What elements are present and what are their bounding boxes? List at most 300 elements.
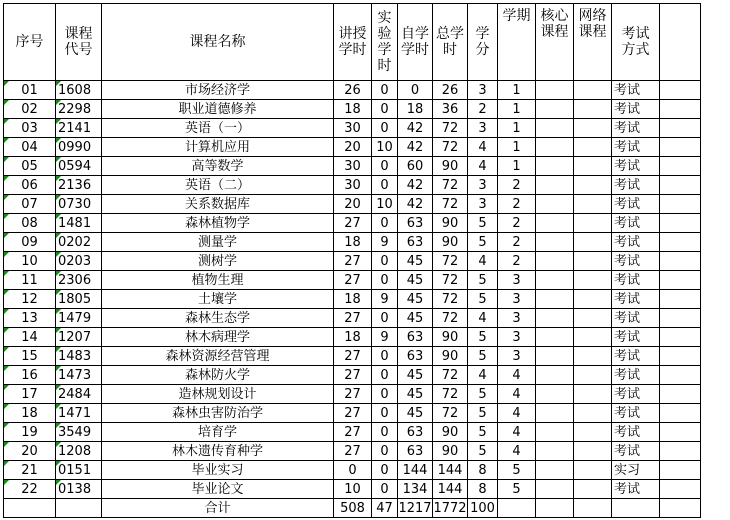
- row-term: 2: [498, 214, 536, 233]
- row-course-name: 测量学: [102, 233, 334, 252]
- row-lab: 0: [372, 100, 398, 119]
- row-online: [574, 252, 612, 271]
- row-credit: 5: [468, 233, 498, 252]
- row-seq: 04: [4, 138, 56, 157]
- row-seq: 07: [4, 195, 56, 214]
- row-exam: 考试: [612, 176, 660, 195]
- table-row: [4, 442, 701, 461]
- row-course-name: 计算机应用: [102, 138, 334, 157]
- row-online: [574, 404, 612, 423]
- row-course-name: 林木病理学: [102, 328, 334, 347]
- row-code: 0202: [56, 233, 102, 252]
- row-term: 2: [498, 176, 536, 195]
- table-row: [4, 461, 701, 480]
- row-seq: 21: [4, 461, 56, 480]
- row-lab: 0: [372, 423, 398, 442]
- row-core: [536, 366, 574, 385]
- row-term: 3: [498, 347, 536, 366]
- summary-blank-g: [660, 499, 701, 518]
- summary-lecture: 508: [334, 499, 372, 518]
- table-row: [4, 214, 701, 233]
- row-term: 3: [498, 328, 536, 347]
- row-exam: 考试: [612, 385, 660, 404]
- row-exam: 考试: [612, 138, 660, 157]
- table-row: [4, 119, 701, 138]
- row-lecture: 20: [334, 195, 372, 214]
- row-blank: [660, 366, 701, 385]
- row-code: 0151: [56, 461, 102, 480]
- row-total: 90: [433, 233, 468, 252]
- row-seq: 03: [4, 119, 56, 138]
- row-core: [536, 176, 574, 195]
- row-core: [536, 385, 574, 404]
- row-core: [536, 309, 574, 328]
- table-row: [4, 100, 701, 119]
- row-exam: 实习: [612, 461, 660, 480]
- row-core: [536, 461, 574, 480]
- row-lecture: 27: [334, 423, 372, 442]
- row-seq: 22: [4, 480, 56, 499]
- row-credit: 5: [468, 328, 498, 347]
- row-exam: 考试: [612, 195, 660, 214]
- row-code: 3549: [56, 423, 102, 442]
- row-credit: 3: [468, 176, 498, 195]
- row-core: [536, 271, 574, 290]
- row-exam: 考试: [612, 442, 660, 461]
- row-seq: 16: [4, 366, 56, 385]
- row-lecture: 20: [334, 138, 372, 157]
- row-core: [536, 233, 574, 252]
- row-term: 4: [498, 366, 536, 385]
- row-online: [574, 233, 612, 252]
- row-core: [536, 252, 574, 271]
- row-blank: [660, 290, 701, 309]
- row-credit: 4: [468, 366, 498, 385]
- row-code: 1479: [56, 309, 102, 328]
- row-lab: 0: [372, 271, 398, 290]
- row-core: [536, 81, 574, 100]
- row-self: 63: [398, 214, 433, 233]
- row-blank: [660, 252, 701, 271]
- row-lecture: 27: [334, 366, 372, 385]
- table-row: [4, 385, 701, 404]
- row-lab: 9: [372, 233, 398, 252]
- row-total: 26: [433, 81, 468, 100]
- row-code: 1471: [56, 404, 102, 423]
- row-code: 2306: [56, 271, 102, 290]
- header-seq: 序号: [4, 4, 56, 81]
- row-exam: 考试: [612, 366, 660, 385]
- row-code: 0990: [56, 138, 102, 157]
- row-self: 45: [398, 271, 433, 290]
- row-online: [574, 119, 612, 138]
- row-credit: 5: [468, 442, 498, 461]
- summary-row: [4, 499, 701, 518]
- row-seq: 15: [4, 347, 56, 366]
- row-term: 1: [498, 100, 536, 119]
- row-self: 42: [398, 138, 433, 157]
- summary-blank-d: [536, 499, 574, 518]
- table-row: [4, 366, 701, 385]
- row-self: 144: [398, 461, 433, 480]
- row-blank: [660, 442, 701, 461]
- row-lecture: 27: [334, 252, 372, 271]
- row-blank: [660, 233, 701, 252]
- row-course-name: 造林规划设计: [102, 385, 334, 404]
- row-code: 1481: [56, 214, 102, 233]
- row-core: [536, 195, 574, 214]
- row-seq: 01: [4, 81, 56, 100]
- row-code: 1483: [56, 347, 102, 366]
- row-term: 3: [498, 290, 536, 309]
- row-lab: 0: [372, 214, 398, 233]
- table-row: [4, 157, 701, 176]
- row-exam: 考试: [612, 271, 660, 290]
- row-core: [536, 290, 574, 309]
- summary-self: 1217: [398, 500, 432, 516]
- summary-blank-a: [4, 499, 56, 518]
- row-lab: 0: [372, 404, 398, 423]
- row-online: [574, 347, 612, 366]
- row-online: [574, 328, 612, 347]
- row-lecture: 30: [334, 119, 372, 138]
- row-online: [574, 366, 612, 385]
- row-term: 2: [498, 252, 536, 271]
- row-lab: 0: [372, 385, 398, 404]
- row-code: 0138: [56, 480, 102, 499]
- row-total: 144: [433, 480, 468, 499]
- row-exam: 考试: [612, 328, 660, 347]
- row-core: [536, 442, 574, 461]
- row-online: [574, 100, 612, 119]
- table-row: [4, 81, 701, 100]
- row-course-name: 英语（二）: [102, 176, 334, 195]
- row-term: 2: [498, 195, 536, 214]
- row-lab: 0: [372, 81, 398, 100]
- row-self: 63: [398, 423, 433, 442]
- table-row: [4, 480, 701, 499]
- row-lab: 0: [372, 252, 398, 271]
- summary-label: 合计: [102, 499, 334, 518]
- row-lecture: 30: [334, 157, 372, 176]
- row-credit: 4: [468, 138, 498, 157]
- row-lecture: 18: [334, 290, 372, 309]
- row-code: 2484: [56, 385, 102, 404]
- row-lab: 0: [372, 442, 398, 461]
- row-core: [536, 328, 574, 347]
- row-course-name: 植物生理: [102, 271, 334, 290]
- row-core: [536, 138, 574, 157]
- row-self: 63: [398, 442, 433, 461]
- row-lab: 0: [372, 157, 398, 176]
- table-row: [4, 328, 701, 347]
- row-lecture: 18: [334, 233, 372, 252]
- row-core: [536, 214, 574, 233]
- row-exam: 考试: [612, 423, 660, 442]
- row-code: 0594: [56, 157, 102, 176]
- summary-blank-b: [56, 499, 102, 518]
- header-term: 学期: [498, 4, 536, 81]
- row-blank: [660, 461, 701, 480]
- row-lab: 0: [372, 347, 398, 366]
- row-online: [574, 138, 612, 157]
- row-total: 72: [433, 195, 468, 214]
- table-row: [4, 309, 701, 328]
- row-lecture: 26: [334, 81, 372, 100]
- header-lecture: 讲授学时: [334, 4, 372, 81]
- row-blank: [660, 347, 701, 366]
- row-self: 45: [398, 366, 433, 385]
- row-exam: 考试: [612, 119, 660, 138]
- row-exam: 考试: [612, 480, 660, 499]
- row-seq: 11: [4, 271, 56, 290]
- row-term: 4: [498, 442, 536, 461]
- row-exam: 考试: [612, 404, 660, 423]
- row-self: 63: [398, 233, 433, 252]
- row-online: [574, 214, 612, 233]
- row-online: [574, 385, 612, 404]
- row-lab: 0: [372, 309, 398, 328]
- row-exam: 考试: [612, 214, 660, 233]
- row-total: 72: [433, 404, 468, 423]
- row-lecture: 27: [334, 347, 372, 366]
- row-total: 72: [433, 385, 468, 404]
- row-seq: 02: [4, 100, 56, 119]
- row-self: 18: [398, 100, 433, 119]
- row-lab: 9: [372, 290, 398, 309]
- row-online: [574, 176, 612, 195]
- header-code: 课程代号: [56, 4, 102, 81]
- row-self: 60: [398, 157, 433, 176]
- row-credit: 8: [468, 480, 498, 499]
- row-lab: 0: [372, 176, 398, 195]
- row-self: 63: [398, 347, 433, 366]
- row-exam: 考试: [612, 157, 660, 176]
- row-code: 1208: [56, 442, 102, 461]
- row-term: 4: [498, 385, 536, 404]
- header-lab: 实验学时: [372, 4, 398, 81]
- row-term: 1: [498, 157, 536, 176]
- row-total: 90: [433, 347, 468, 366]
- row-total: 72: [433, 366, 468, 385]
- row-blank: [660, 328, 701, 347]
- row-total: 144: [433, 461, 468, 480]
- row-online: [574, 423, 612, 442]
- row-exam: 考试: [612, 347, 660, 366]
- row-total: 90: [433, 328, 468, 347]
- row-blank: [660, 195, 701, 214]
- row-total: 72: [433, 271, 468, 290]
- row-exam: 考试: [612, 309, 660, 328]
- row-lecture: 18: [334, 100, 372, 119]
- row-lecture: 27: [334, 442, 372, 461]
- row-seq: 13: [4, 309, 56, 328]
- row-lecture: 27: [334, 404, 372, 423]
- table-row: [4, 195, 701, 214]
- row-self: 45: [398, 404, 433, 423]
- row-blank: [660, 138, 701, 157]
- row-course-name: 英语（一）: [102, 119, 334, 138]
- row-lecture: 27: [334, 271, 372, 290]
- row-exam: 考试: [612, 81, 660, 100]
- row-online: [574, 480, 612, 499]
- header-online: 网络课程: [574, 4, 612, 81]
- table-row: [4, 138, 701, 157]
- row-seq: 06: [4, 176, 56, 195]
- row-course-name: 森林生态学: [102, 309, 334, 328]
- row-total: 72: [433, 290, 468, 309]
- row-lecture: 27: [334, 214, 372, 233]
- row-online: [574, 290, 612, 309]
- summary-blank-f: [612, 499, 660, 518]
- row-lecture: 27: [334, 309, 372, 328]
- row-blank: [660, 81, 701, 100]
- row-blank: [660, 214, 701, 233]
- row-course-name: 职业道德修养: [102, 100, 334, 119]
- row-seq: 14: [4, 328, 56, 347]
- row-credit: 5: [468, 271, 498, 290]
- row-self: 42: [398, 195, 433, 214]
- summary-blank-e: [574, 499, 612, 518]
- row-seq: 19: [4, 423, 56, 442]
- row-code: 2298: [56, 100, 102, 119]
- header-self: 自学学时: [398, 4, 433, 81]
- row-credit: 4: [468, 252, 498, 271]
- row-credit: 3: [468, 119, 498, 138]
- row-course-name: 土壤学: [102, 290, 334, 309]
- row-term: 4: [498, 423, 536, 442]
- row-lab: 10: [372, 195, 398, 214]
- row-seq: 05: [4, 157, 56, 176]
- table-row: [4, 252, 701, 271]
- row-online: [574, 81, 612, 100]
- row-core: [536, 157, 574, 176]
- row-code: 1805: [56, 290, 102, 309]
- table-row: [4, 271, 701, 290]
- row-core: [536, 119, 574, 138]
- row-self: 42: [398, 119, 433, 138]
- row-seq: 17: [4, 385, 56, 404]
- row-credit: 5: [468, 290, 498, 309]
- row-term: 1: [498, 138, 536, 157]
- row-course-name: 林木遗传育种学: [102, 442, 334, 461]
- row-blank: [660, 480, 701, 499]
- row-exam: 考试: [612, 100, 660, 119]
- row-core: [536, 347, 574, 366]
- table-row: [4, 233, 701, 252]
- row-credit: 5: [468, 385, 498, 404]
- header-name: 课程名称: [102, 4, 334, 81]
- row-term: 5: [498, 461, 536, 480]
- row-credit: 8: [468, 461, 498, 480]
- row-course-name: 森林植物学: [102, 214, 334, 233]
- row-lab: 10: [372, 138, 398, 157]
- header-blank: [660, 4, 701, 81]
- row-blank: [660, 119, 701, 138]
- row-lecture: 27: [334, 385, 372, 404]
- row-lab: 0: [372, 461, 398, 480]
- row-total: 90: [433, 442, 468, 461]
- header-credit: 学分: [468, 4, 498, 81]
- row-code: 1473: [56, 366, 102, 385]
- row-credit: 5: [468, 404, 498, 423]
- row-term: 5: [498, 480, 536, 499]
- row-credit: 5: [468, 423, 498, 442]
- row-course-name: 培育学: [102, 423, 334, 442]
- row-total: 72: [433, 176, 468, 195]
- row-seq: 12: [4, 290, 56, 309]
- table-row: [4, 290, 701, 309]
- row-course-name: 高等数学: [102, 157, 334, 176]
- row-self: 45: [398, 385, 433, 404]
- row-exam: 考试: [612, 290, 660, 309]
- row-online: [574, 271, 612, 290]
- row-core: [536, 423, 574, 442]
- row-course-name: 毕业论文: [102, 480, 334, 499]
- row-seq: 20: [4, 442, 56, 461]
- row-exam: 考试: [612, 252, 660, 271]
- row-credit: 4: [468, 309, 498, 328]
- row-self: 45: [398, 252, 433, 271]
- row-course-name: 测树学: [102, 252, 334, 271]
- table-row: [4, 176, 701, 195]
- course-table-sheet: [3, 3, 701, 518]
- row-credit: 3: [468, 195, 498, 214]
- row-code: 2141: [56, 119, 102, 138]
- row-core: [536, 100, 574, 119]
- row-blank: [660, 404, 701, 423]
- row-seq: 08: [4, 214, 56, 233]
- row-self: 63: [398, 328, 433, 347]
- row-self: 45: [398, 309, 433, 328]
- row-core: [536, 404, 574, 423]
- row-self: 45: [398, 290, 433, 309]
- row-total: 90: [433, 214, 468, 233]
- row-credit: 5: [468, 214, 498, 233]
- row-code: 0730: [56, 195, 102, 214]
- row-code: 0203: [56, 252, 102, 271]
- row-total: 72: [433, 138, 468, 157]
- row-code: 2136: [56, 176, 102, 195]
- row-course-name: 关系数据库: [102, 195, 334, 214]
- row-blank: [660, 271, 701, 290]
- summary-lab: 47: [372, 499, 398, 518]
- row-credit: 3: [468, 81, 498, 100]
- row-code: 1608: [56, 81, 102, 100]
- summary-credit: 100: [468, 499, 498, 518]
- row-self: 134: [398, 480, 433, 499]
- row-course-name: 森林资源经营管理: [102, 347, 334, 366]
- row-lecture: 0: [334, 461, 372, 480]
- row-credit: 4: [468, 157, 498, 176]
- summary-blank-c: [498, 499, 536, 518]
- row-total: 90: [433, 423, 468, 442]
- summary-total: 1772: [433, 500, 467, 516]
- row-blank: [660, 423, 701, 442]
- row-lecture: 10: [334, 480, 372, 499]
- row-term: 3: [498, 309, 536, 328]
- row-term: 1: [498, 81, 536, 100]
- row-course-name: 市场经济学: [102, 81, 334, 100]
- row-self: 0: [398, 81, 433, 100]
- row-lab: 0: [372, 480, 398, 499]
- row-online: [574, 442, 612, 461]
- row-blank: [660, 100, 701, 119]
- row-online: [574, 309, 612, 328]
- row-credit: 2: [468, 100, 498, 119]
- row-seq: 18: [4, 404, 56, 423]
- table-row: [4, 404, 701, 423]
